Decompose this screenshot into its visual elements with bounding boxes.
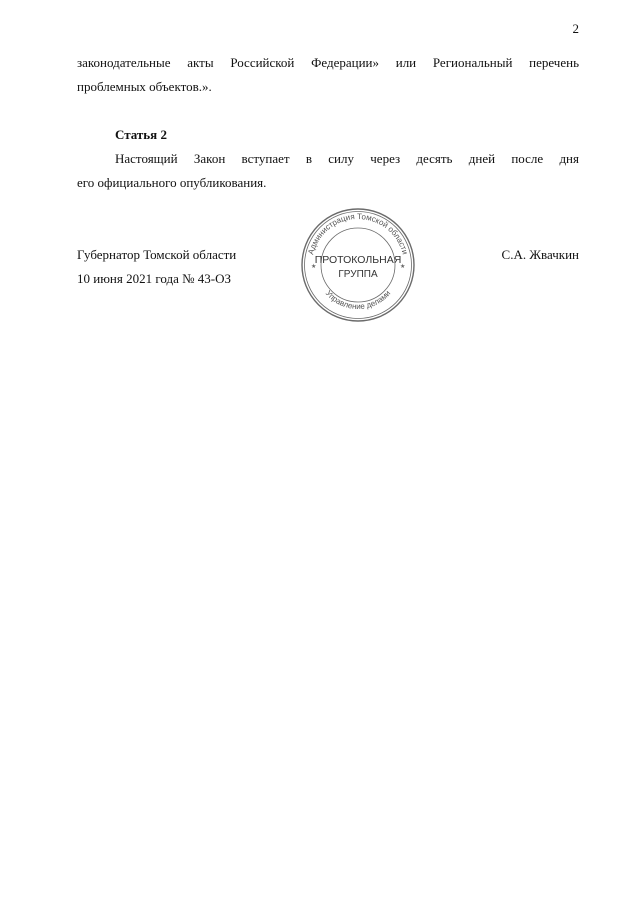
stamp-center-line-1: ПРОТОКОЛЬНАЯ: [314, 254, 402, 266]
signatory-title: Губернатор Томской области: [77, 247, 237, 262]
paragraph-line: проблемных объектов.».: [77, 79, 212, 94]
star-icon: ★: [400, 264, 406, 270]
law-date-number: 10 июня 2021 года № 43-ОЗ: [77, 271, 232, 286]
official-stamp: [298, 205, 418, 325]
article-heading: Статья 2: [115, 127, 167, 142]
article-text-line: Настоящий Закон вступает в силу через десять дней после дня: [115, 151, 579, 166]
paragraph-line: законодательные акты Российской Федерации» или Региональный перечень: [77, 55, 579, 70]
signatory-name: С.А. Жвачкин: [501, 247, 579, 262]
stamp-center-line-2: ГРУППА: [338, 269, 378, 280]
page-number: 2: [572, 21, 579, 36]
star-icon: ★: [311, 264, 317, 270]
stamp-outer-text-top: Администрация Томской области: [306, 211, 410, 256]
article-text-line: его официального опубликования.: [77, 175, 267, 190]
stamp-outer-text-bottom: Управление делами: [323, 288, 393, 312]
